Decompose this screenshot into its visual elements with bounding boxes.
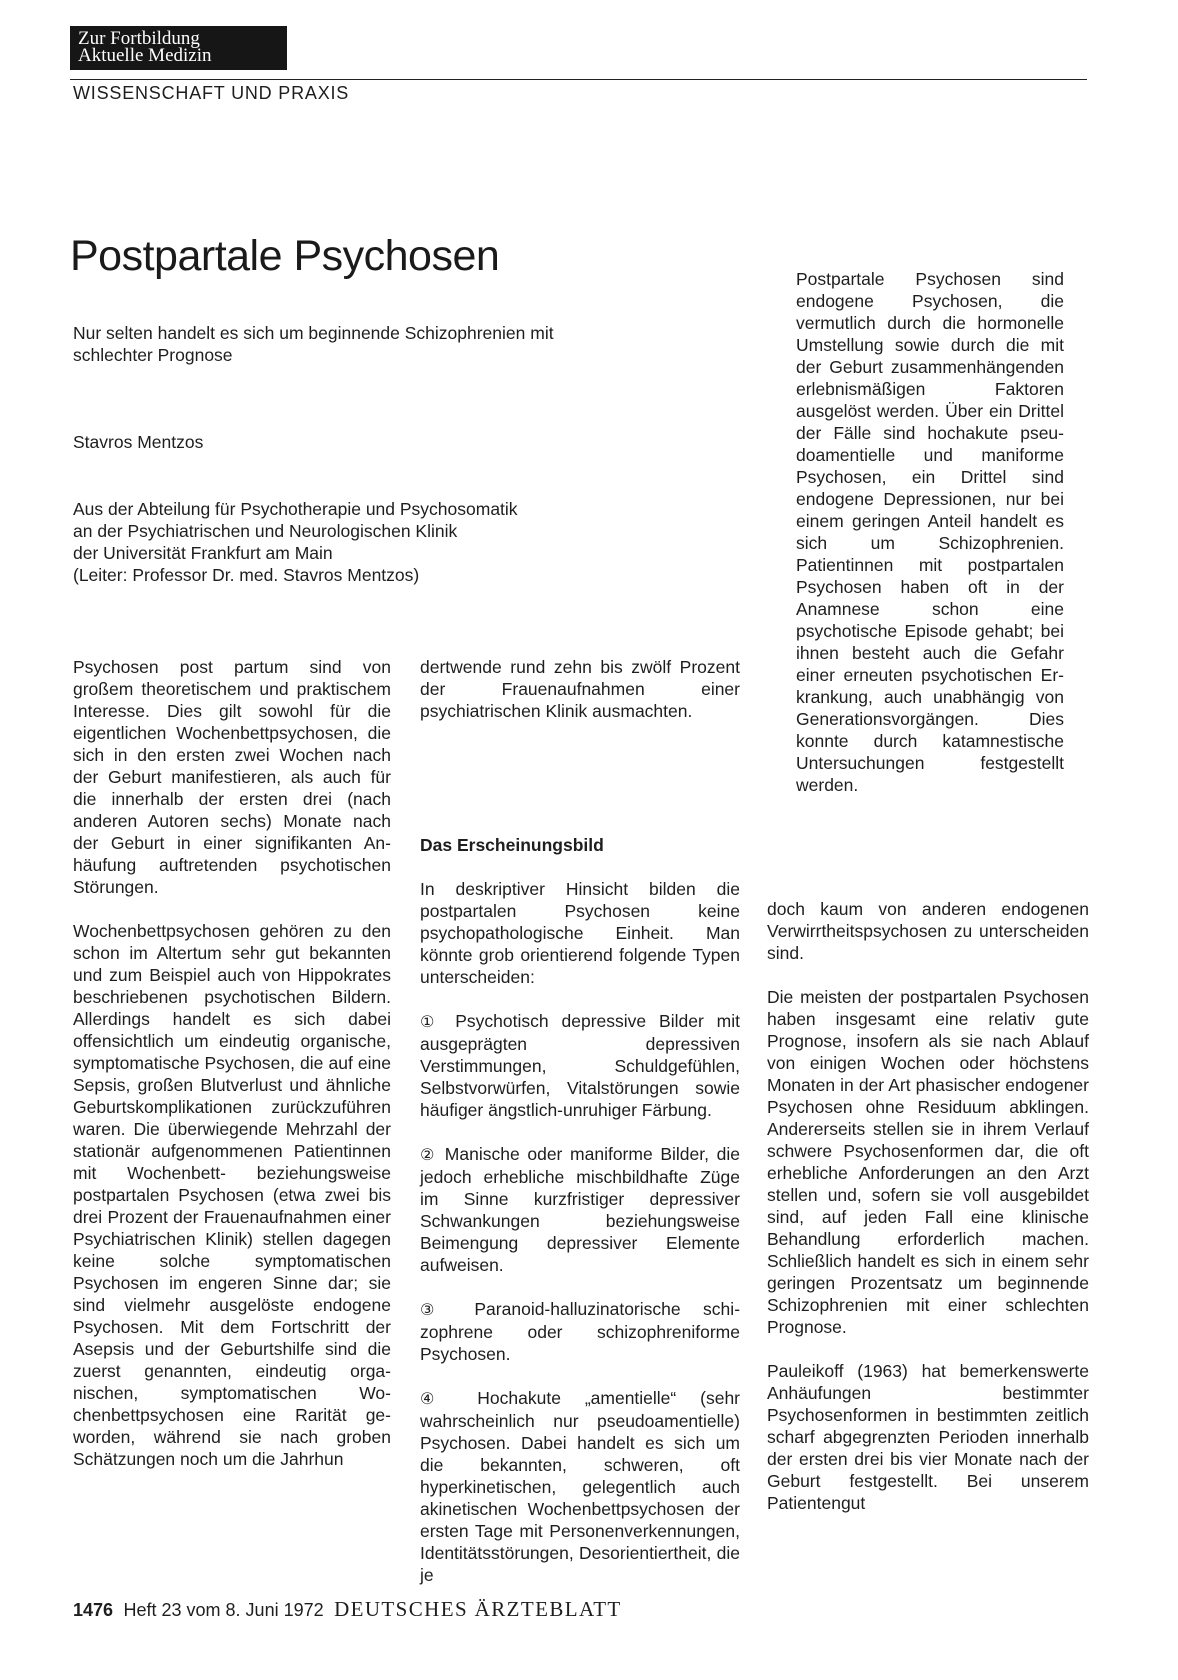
body-paragraph: Pauleikoff (1963) hat bemerkenswerte Anhäufungen bestimmter Psychosenformen in bestimmten zeitlich scharf abgegrenzten Perioden innerhalb der ersten drei bis vier Monate nach der Geburt festgestellt. Bei unserem Patientengut — [767, 1361, 1089, 1513]
summary-text: Postpartale Psychosen sind endogene Psychosen, die vermutlich durch die hormonelle Umstellung sowie durch die mit der Geburt zusammenhängenden erlebnismäßigen Faktoren ausgelöst werden. Über ein Drittel der Fälle sind hochakute pseudoamentielle und maniforme Psychosen, ein Drittel sind endogene Depressionen, nur bei einem geringen Anteil handelt es sich um Schizophrenien. Patientinnen mit postpartalen Psychosen haben oft in der Anamnese schon eine psychotische Episode gehabt; bei ihnen besteht auch die Gefahr einer erneuten psychotischen Erkrankung, auch unabhängig von Generationsvorgängen. Dies konnte durch katamnestische Untersuchungen festgestellt werden. — [796, 269, 1064, 795]
circled-number-3: ③ — [420, 1300, 452, 1319]
circled-number-4: ④ — [420, 1389, 454, 1408]
article-subtitle: Nur selten handelt es sich um beginnende Schizophrenien mit schlechter Prognose — [73, 323, 554, 365]
body-paragraph: Psychosen post partum sind von großem theoretischem und praktischem Interesse. Dies gilt sowohl für die eigentlichen Wochenbettpsychosen, die sich in den ersten zwei Wochen nach der Geburt manifestieren, als auch für die innerhalb der ersten drei (nach anderen Autoren sechs) Monate nach der Geburt in einer signifikanten Anhäufung auftretenden psychotischen Störungen. — [73, 657, 391, 897]
type-item-1 — [420, 1010, 740, 1121]
page-footer — [73, 1597, 622, 1622]
column-1 — [73, 656, 391, 1470]
page-number: 1476 — [73, 1600, 114, 1620]
body-paragraph: In deskriptiver Hinsicht bilden die postpartalen Psychosen keine psychopathologische Einheit. Man könnte grob orientierend folgende Typen unterscheiden: — [420, 879, 740, 987]
journal-name: DEUTSCHES ÄRZTEBLATT — [334, 1597, 622, 1621]
column-3 — [767, 898, 1089, 1514]
circled-number-1: ① — [420, 1012, 443, 1031]
body-paragraph: Die meisten der postpartalen Psychosen haben insgesamt eine relativ gute Prognose, insofern als sie nach Ablauf von einigen Wochen oder höchstens Monaten in der Art phasischer endogener Psychosen ohne Residuum abklingen. Andererseits stellen sie in ihrem Verlauf schwere Psychosenformen dar, die oft erhebliche Anforderungen an den Arzt stellen und, sofern sie voll ausgebildet sind, auf jeden Fall eine klinische Behandlung erforderlich machen. Schließlich handelt es sich in einem sehr geringen Prozentsatz um beginnende Schizophrenien mit einer schlechten Prognose. — [767, 987, 1089, 1337]
body-paragraph: dertwende rund zehn bis zwölf Prozent der Frauenaufnahmen einer psychiatrischen Klinik ausmachten. — [420, 657, 740, 721]
section-heading: Das Erscheinungsbild — [420, 835, 604, 855]
affiliation-line: (Leiter: Professor Dr. med. Stavros Mentzos) — [73, 565, 420, 585]
column-2 — [420, 834, 740, 1586]
body-paragraph: doch kaum von anderen endogenen Verwirrtheitspsychosen zu unterscheiden sind. — [767, 899, 1089, 963]
rubric-line-2: Aktuelle Medizin — [78, 45, 212, 66]
type-item-2 — [420, 1143, 740, 1276]
issue-info: Heft 23 vom 8. Juni 1972 — [123, 1600, 324, 1620]
summary-box — [796, 268, 1064, 796]
type-item-text: Hochakute „amentielle“ (sehr wahrscheinlich nur pseudoamentielle) Psychosen. Dabei handelt es sich um die bekannten, schweren, oft hyperkinetischen, gelegentlich auch akinetischen Wochenbettpsychosen der ersten Tage mit Personenverkennungen, Identitätsstörungen, Desorientiertheit, die je — [420, 1388, 740, 1585]
author-affiliation — [73, 498, 633, 586]
type-item-3 — [420, 1298, 740, 1365]
type-item-4 — [420, 1387, 740, 1586]
type-item-text: Psychotisch depressive Bilder mit ausgeprägten depressiven Verstimmungen, Schuldgefühlen, Selbstvorwürfen, Vitalstörungen sowie häufiger ängstlich-unruhiger Färbung. — [420, 1011, 740, 1120]
article-title: Postpartale Psychosen — [70, 232, 500, 280]
column-2-top — [420, 656, 740, 722]
type-item-text: Paranoid-halluzinatorische schizophrene oder schizophreniforme Psychosen. — [420, 1299, 741, 1364]
affiliation-line: der Universität Frankfurt am Main — [73, 543, 333, 563]
rubric-line-1: Zur Fortbildung — [78, 28, 200, 49]
author-name: Stavros Mentzos — [73, 432, 204, 452]
affiliation-line: Aus der Abteilung für Psychotherapie und Psychosomatik — [73, 499, 518, 519]
rubric-badge — [70, 26, 287, 70]
section-label: WISSENSCHAFT UND PRAXIS — [73, 83, 350, 103]
circled-number-2: ② — [420, 1145, 438, 1164]
affiliation-line: an der Psychiatrischen und Neurologischen Klinik — [73, 521, 458, 541]
type-item-text: Manische oder maniforme Bilder, die jedoch erhebliche mischbildhafte Züge im Sinne kurzfristiger depressiver Schwankungen beziehungsweise Beimengung depressiver Elemente aufweisen. — [420, 1144, 740, 1275]
header-rule — [70, 79, 1087, 80]
body-paragraph: Wochenbettpsychosen gehören zu den schon im Altertum sehr gut bekannten und zum Beispiel auch von Hippokrates beschriebenen psychotischen Bildern. Allerdings handelt es sich dabei offensichtlich um eindeutig organische, symptomatische Psychosen, die auf eine Sepsis, großen Blutverlust und ähnliche Geburtskomplikationen zurückzuführen waren. Die überwiegende Mehrzahl der stationär aufgenommenen Patientinnen mit Wochenbett- beziehungsweise postpartalen Psychosen (etwa zwei bis drei Prozent der Frauenaufnahmen einer Psychiatrischen Klinik) stellen dagegen keine solche symptomatischen Psychosen im engeren Sinne dar; sie sind vielmehr ausgelöste endogene Psychosen. Mit dem Fortschritt der Asepsis und der Geburtshilfe sind die zuerst genannten, eindeutig organischen, symptomatischen Wochenbettpsychosen eine Rarität geworden, während sie nach groben Schätzungen noch um die Jahrhun — [73, 921, 391, 1469]
